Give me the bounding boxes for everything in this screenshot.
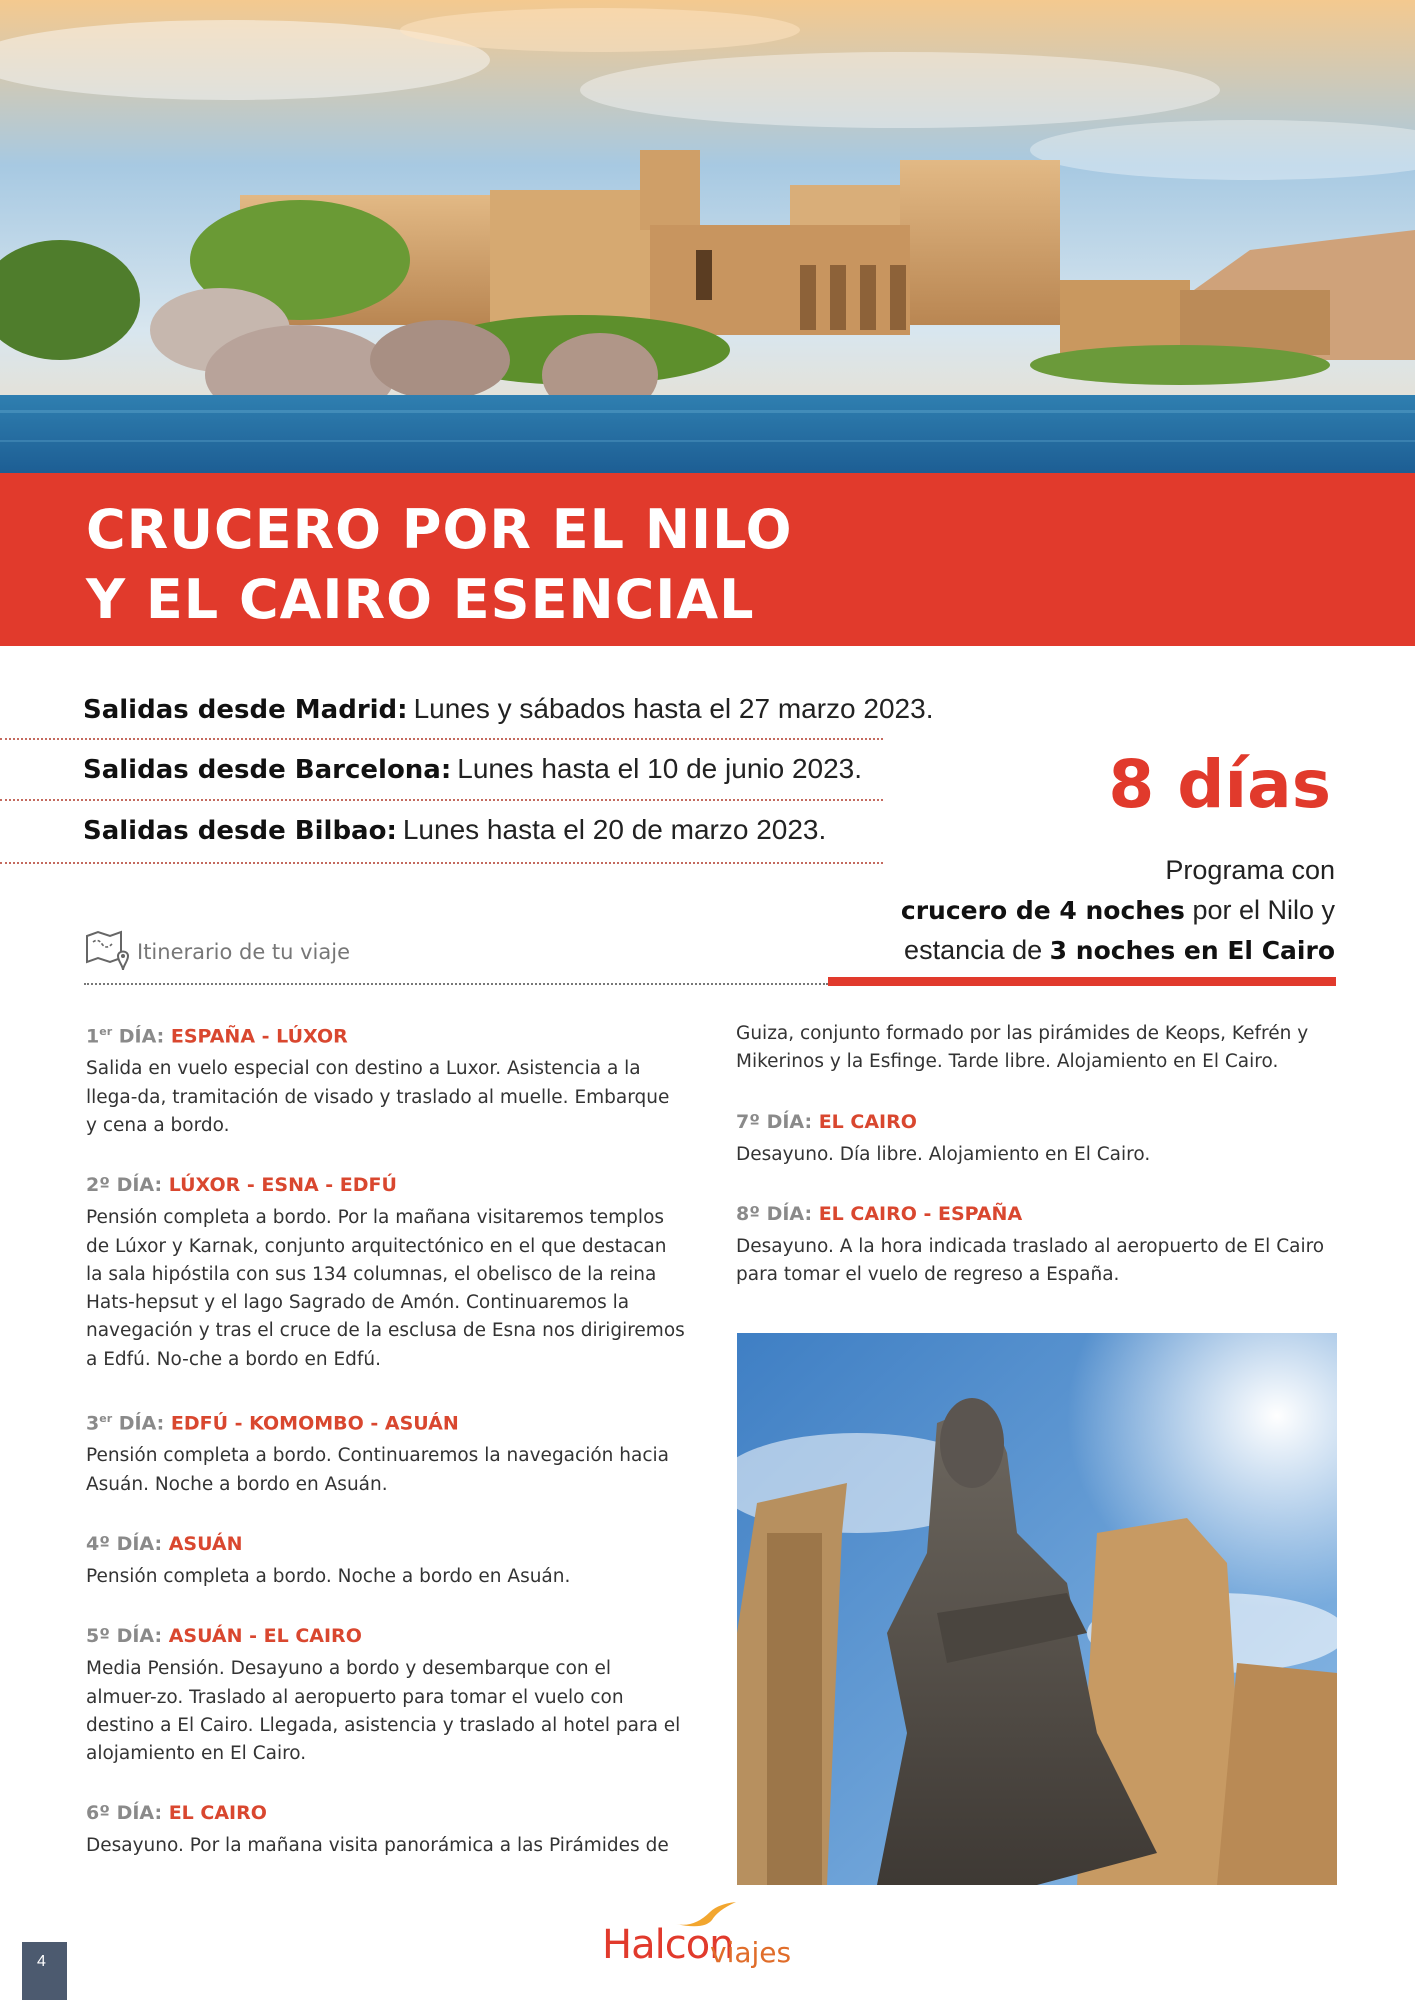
itinerary-day-6-continued <box>736 1020 1334 1077</box>
itinerary-day-7 <box>736 1110 1334 1169</box>
day-description: Desayuno. Por la mañana visita panorámica a las Pirámides de <box>86 1835 669 1857</box>
day-route: EDFÚ - KOMOMBO - ASUÁN <box>170 1412 459 1435</box>
itinerary-day-8 <box>736 1202 1334 1290</box>
brand-suffix: viajes <box>710 1936 792 1969</box>
departure-label: Salidas desde Bilbao: <box>83 816 397 846</box>
luxor-statue-photo <box>737 1333 1337 1885</box>
day-number: 6º <box>86 1802 110 1825</box>
page-title-line-1: CRUCERO POR EL NILO <box>86 498 793 561</box>
program-line-3 <box>904 937 1335 964</box>
day-description: Pensión completa a bordo. Noche a bordo en Asuán. <box>86 1565 571 1587</box>
day-label: DÍA: <box>118 1025 165 1048</box>
day-label: DÍA: <box>766 1202 813 1225</box>
day-label: DÍA: <box>766 1110 813 1133</box>
day-number: 8º <box>736 1202 760 1225</box>
departure-value: Lunes hasta el 20 de marzo 2023. <box>402 814 827 845</box>
map-pin-icon <box>84 928 130 972</box>
day-description: Salida en vuelo especial con destino a Luxor. Asistencia a la llega-da, tramitación de visado y traslado al muelle. Embarque y cena a bordo. <box>86 1058 670 1136</box>
departure-label: Salidas desde Madrid: <box>83 695 408 725</box>
day-route: EL CAIRO - ESPAÑA <box>818 1202 1023 1225</box>
day-route: LÚXOR - ESNA - EDFÚ <box>168 1174 397 1197</box>
page-number: 4 <box>37 1953 46 1970</box>
day-description: Desayuno. A la hora indicada traslado al aeropuerto de El Cairo para tomar el vuelo de regreso a España. <box>736 1235 1325 1286</box>
trip-duration: 8 días <box>1108 746 1331 823</box>
program-text: estancia de <box>904 935 1043 965</box>
brand-name: Halcon <box>602 1922 734 1968</box>
day-heading <box>86 1624 686 1648</box>
day-number-suffix: er <box>99 1412 113 1425</box>
page-number-tab <box>22 1942 67 2000</box>
itinerary-right-column <box>736 1020 1334 1322</box>
day-heading <box>86 1020 686 1048</box>
day-description: Desayuno. Día libre. Alojamiento en El Cairo. <box>736 1143 1151 1165</box>
day-number: 7º <box>736 1110 760 1133</box>
day-route: ESPAÑA - LÚXOR <box>170 1025 348 1048</box>
halcon-viajes-logo <box>602 1902 822 1974</box>
day-label: DÍA: <box>118 1412 165 1435</box>
day-heading <box>86 1407 686 1435</box>
program-text: por el Nilo y <box>1192 895 1335 925</box>
itinerary-day-6 <box>86 1801 686 1860</box>
departure-barcelona <box>83 753 883 797</box>
day-heading <box>736 1110 1334 1134</box>
day-number: 4º <box>86 1532 110 1555</box>
day-description: Media Pensión. Desayuno a bordo y desembarque con el almuer-zo. Traslado al aeropuerto para tomar el vuelo con destino a El Cairo. Llegada, asistencia y traslado al hotel para el alojamiento en El Cairo. <box>86 1658 681 1765</box>
day-number: 1 <box>86 1025 100 1048</box>
day-label: DÍA: <box>116 1625 163 1648</box>
dotted-divider <box>0 862 883 864</box>
program-cruise-nights: crucero de 4 noches <box>900 896 1185 925</box>
day-number: 2º <box>86 1174 110 1197</box>
departure-label: Salidas desde Barcelona: <box>83 755 452 785</box>
day-number: 5º <box>86 1625 110 1648</box>
day-route: EL CAIRO <box>818 1110 917 1133</box>
itinerary-day-2 <box>86 1173 686 1374</box>
day-route: ASUÁN - EL CAIRO <box>168 1625 362 1648</box>
program-line-2 <box>901 897 1335 924</box>
itinerary-day-4 <box>86 1532 686 1591</box>
day-label: DÍA: <box>116 1532 163 1555</box>
departure-bilbao <box>83 814 883 858</box>
day-label: DÍA: <box>116 1802 163 1825</box>
program-line-1 <box>1165 857 1335 884</box>
itinerary-day-1 <box>86 1020 686 1140</box>
departure-value: Lunes y sábados hasta el 27 marzo 2023. <box>413 693 934 724</box>
dotted-divider <box>0 799 883 801</box>
hero-photo-philae-temple <box>0 0 1415 473</box>
program-cairo-nights: 3 noches en El Cairo <box>1049 936 1335 965</box>
day-description: Pensión completa a bordo. Continuaremos la navegación hacia Asuán. Noche a bordo en Asuán. <box>86 1445 669 1495</box>
day-number-suffix: er <box>99 1025 113 1038</box>
itinerary-day-5 <box>86 1624 686 1768</box>
day-label: DÍA: <box>116 1174 163 1197</box>
day-number: 3 <box>86 1412 100 1435</box>
itinerary-left-column <box>86 1020 686 1894</box>
day-heading <box>736 1202 1334 1226</box>
day-heading <box>86 1173 686 1197</box>
day-heading <box>86 1532 686 1556</box>
dotted-divider <box>0 738 883 740</box>
departure-value: Lunes hasta el 10 de junio 2023. <box>457 753 863 784</box>
day-route: ASUÁN <box>168 1532 243 1555</box>
itinerary-heading-text: Itinerario de tu viaje <box>137 940 351 964</box>
dotted-divider <box>84 983 828 985</box>
day-heading <box>86 1801 686 1825</box>
day-description: Pensión completa a bordo. Por la mañana visitaremos templos de Lúxor y Karnak, conjunto arquitectónico en el que destacan la sala hipóstila con sus 134 columnas, el obelisco de la reina Hats-hepsut y el lago Sagrado de Amón. Continuaremos la navegación y tras el cruce de la esclusa de Esna nos dirigiremos a Edfú. No-che a bordo en Edfú. <box>86 1207 685 1370</box>
title-band <box>0 473 1415 646</box>
day-route: EL CAIRO <box>168 1802 267 1825</box>
day-description: Guiza, conjunto formado por las pirámides de Keops, Kefrén y Mikerinos y la Esfinge. Tarde libre. Alojamiento en El Cairo. <box>736 1023 1309 1073</box>
itinerary-day-3 <box>86 1407 686 1499</box>
itinerary-heading <box>84 928 351 968</box>
page-title-line-2: Y EL CAIRO ESENCIAL <box>86 568 755 631</box>
program-text: Programa con <box>1165 855 1335 885</box>
red-underline <box>828 977 1336 986</box>
departure-madrid <box>83 693 934 737</box>
